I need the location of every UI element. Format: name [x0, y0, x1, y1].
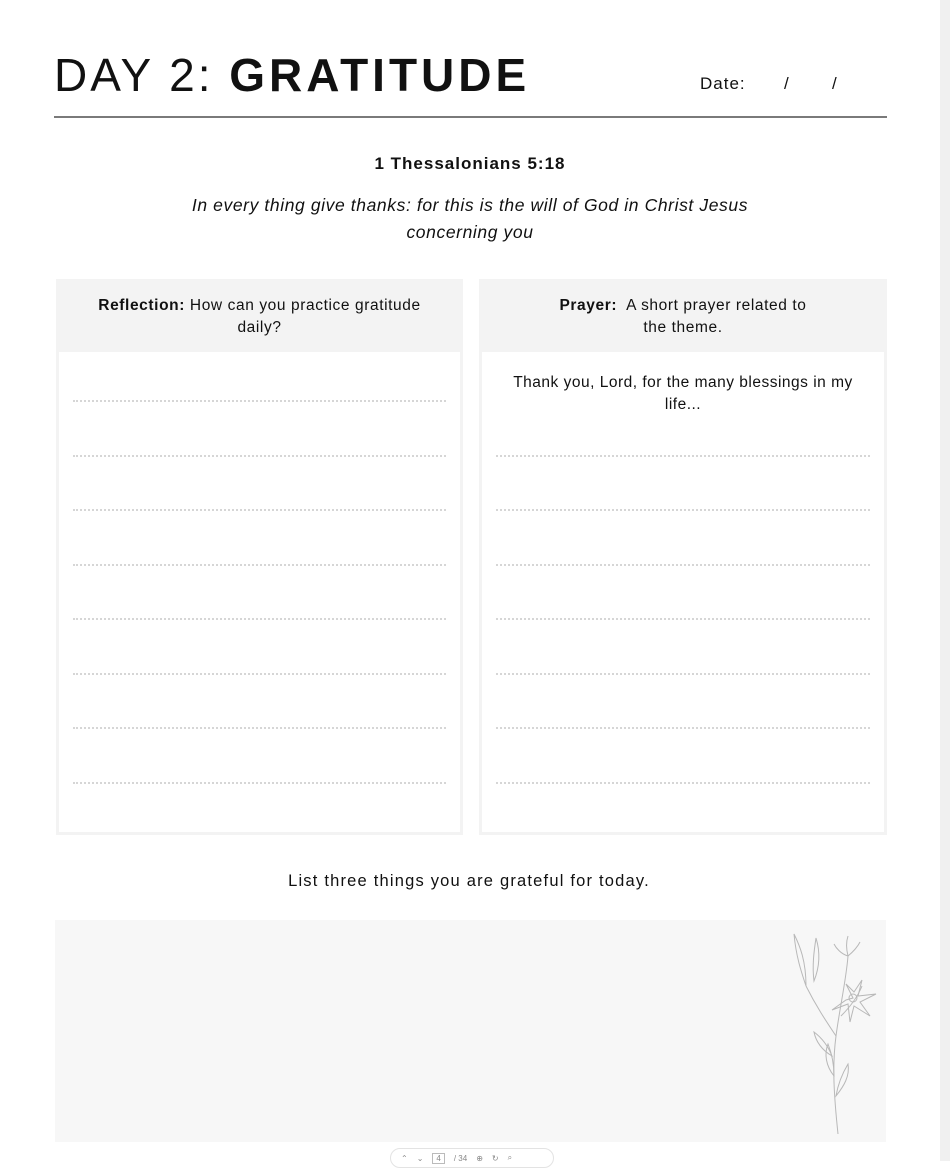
prayer-card	[479, 279, 887, 835]
page-title	[54, 48, 530, 102]
date-label: Date:	[700, 74, 746, 93]
search-icon[interactable]: ⌕	[507, 1153, 513, 1162]
title-prefix: DAY 2:	[54, 49, 214, 101]
zoom-in-icon[interactable]: ⊕	[476, 1153, 483, 1163]
writing-line	[73, 618, 446, 620]
prayer-header	[482, 282, 884, 352]
prayer-description: A short prayer related to the theme.	[626, 297, 807, 336]
chevron-down-icon[interactable]: ⌄	[416, 1153, 424, 1163]
reflection-question: How can you practice gratitude daily?	[189, 297, 421, 336]
writing-line	[496, 455, 870, 457]
writing-line	[73, 400, 446, 402]
writing-line	[73, 509, 446, 511]
reflection-card	[56, 279, 463, 835]
floral-illustration	[786, 926, 886, 1136]
writing-line	[496, 564, 870, 566]
header-divider	[54, 116, 887, 118]
scrollbar-track[interactable]	[940, 0, 950, 1161]
writing-line	[496, 673, 870, 675]
writing-line	[496, 509, 870, 511]
rotate-icon[interactable]: ↻	[491, 1153, 499, 1163]
writing-line	[73, 782, 446, 784]
pdf-toolbar	[390, 1148, 554, 1168]
reflection-header	[59, 282, 460, 352]
date-separator: /	[832, 74, 838, 93]
title-main: GRATITUDE	[229, 49, 531, 101]
date-field	[700, 74, 838, 94]
verse-reference: 1 Thessalonians 5:18	[374, 154, 566, 173]
writing-line	[73, 455, 446, 457]
writing-line	[496, 727, 870, 729]
prayer-prompt: Thank you, Lord, for the many blessings in my life...	[513, 374, 853, 413]
writing-line	[496, 618, 870, 620]
chevron-up-icon[interactable]: ⌃	[401, 1153, 408, 1163]
writing-line	[73, 564, 446, 566]
page-total: / 34	[453, 1153, 468, 1163]
writing-line	[496, 782, 870, 784]
page-number-input[interactable]: 4	[432, 1153, 444, 1164]
writing-line	[73, 673, 446, 675]
date-separator: /	[784, 74, 790, 93]
verse-line: concerning you	[406, 222, 534, 242]
gratitude-prompt: List three things you are grateful for today.	[288, 872, 650, 890]
verse-text	[160, 192, 780, 246]
reflection-label: Reflection:	[98, 297, 185, 314]
gratitude-list-area[interactable]	[55, 920, 886, 1142]
verse-line: In every thing give thanks: for this is the will of God in Christ Jesus	[191, 195, 749, 215]
prayer-label: Prayer:	[559, 297, 618, 314]
writing-line	[73, 727, 446, 729]
